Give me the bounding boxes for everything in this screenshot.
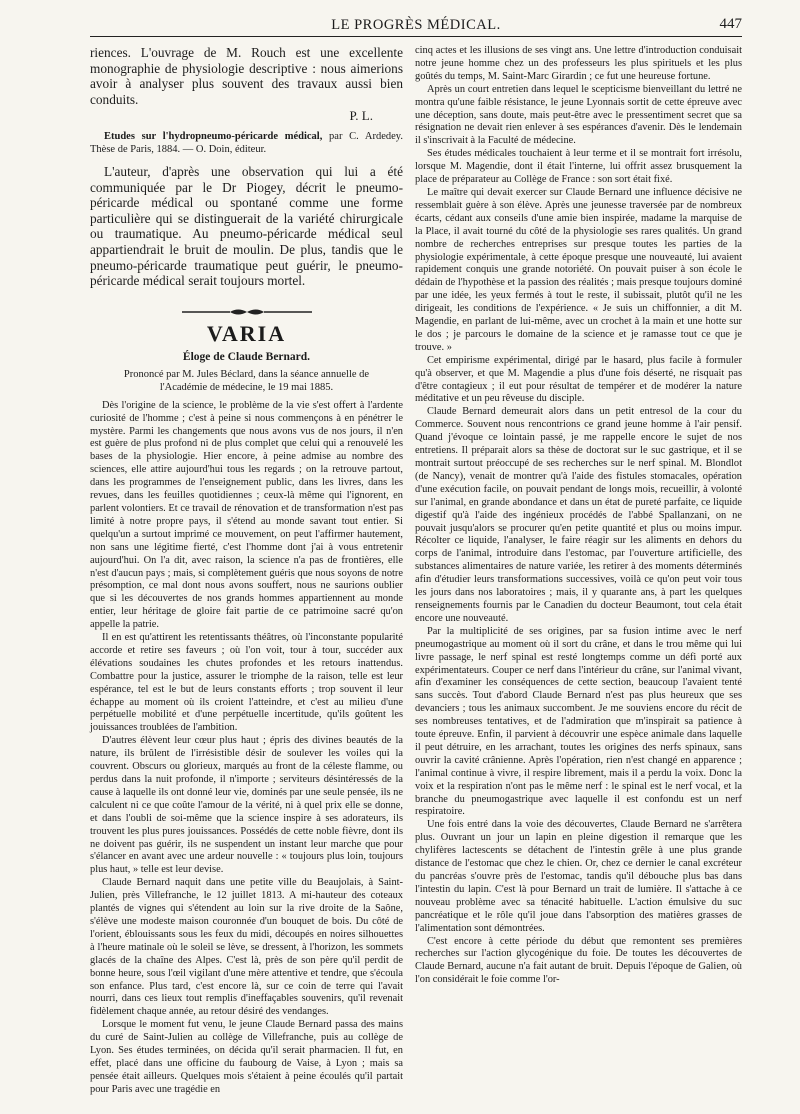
left-column (90, 45, 403, 1097)
intro-paragraph: riences. L'ouvrage de M. Rouch est une excellente monographie de physiologie descriptive : nous aimerions avoir à analyser plus souvent des travaux aussi bien conduits. (90, 45, 403, 107)
text-columns (90, 45, 742, 1097)
body-paragraph: C'est encore à cette période du début que remontent ses premières recherches sur l'action glycogénique du foie. De toutes les découvertes de Claude Bernard, aucune n'a fait autant de bruit. Depuis l'époque de Galien, où l'on considérait le foie comme l'or- (415, 935, 742, 986)
review-details: par C. Ardedey. Thèse de Paris, 1884. — O. Doin, éditeur. (90, 130, 403, 155)
intro-signature: P. L. (349, 108, 373, 124)
running-head: LE PROGRÈS MÉDICAL. (331, 17, 501, 33)
body-paragraph: Il en est qu'attirent les retentissants théâtres, où l'inconstante popularité accorde et retire ses faveurs ; où l'on voit, tour à tour, succéder aux élévations soudaines les chutes profondes et les retours inattendus. Combattre pour la justice, assurer le triomphe de la raison, telle est leur espérance, tel est le but de leurs constants efforts ; trop souvent il leur échappe au moment où ils croient l'atteindre, et c'est au milieu d'une perpétuelle mobilité et d'une perpétuelle incertitude, qu'ils goûtent les jouissances troublées de l'ambition. (90, 632, 403, 734)
body-paragraph: Cet empirisme expérimental, dirigé par le hasard, plus facile à formuler qu'à observer, et que M. Magendie a plus d'une fois déserté, ne risquait pas d'être contagieux ; il eut pour résultat de tempérer et de modérer la nature méditative et un peu rêveuse du disciple. (415, 354, 742, 405)
review-paragraph: L'auteur, d'après une observation qui lui a été communiquée par le Dr Piogey, décrit le pneumo-péricarde médical ou spontané comme une forme particulière qui se distinguerait de la variété chirurgicale ou traumatique. Au pneumo-péricarde médical seul appartiendrait le bruit de moulin. De plus, tandis que le pneumo-péricarde traumatique peut guérir, le pneumo-péricarde médical serait toujours mortel. (90, 163, 403, 289)
body-paragraph: Claude Bernard naquit dans une petite ville du Beaujolais, à Saint-Julien, près Villefranche, le 12 juillet 1813. A mi-hauteur des coteaux plantés de vignes qui s'étendent au loin sur la rive droite de la Saône, s'élève une modeste maison couronnée d'un bouquet de bois. Du côté de l'orient, éblouissants sous les feux du midi, découpés en noires silhouettes à l'heure matinale où le soleil se lève, se dressent, à l'horizon, les sommets glacés de la chaîne des Alpes. C'est là, près de son père qu'il perdit de bonne heure, sous l'œil vigilant d'une mère attentive et tendre, que s'écoula son enfance. Plus tard, c'est encore là, sur ce coin de terre qui l'avait nourri, dans ces lieux tout remplis d'ineffaçables souvenirs, qu'il revenait fidèlement chaque année, au retour désiré des vendanges. (90, 877, 403, 1018)
review-entry (90, 130, 403, 156)
body-paragraph: D'autres élèvent leur cœur plus haut ; épris des divines beautés de la nature, ils brûlent de l'irrésistible désir de soulever les voiles qui la couvrent. Obscurs ou glorieux, marqués au front de la céleste flamme, ou perdus dans la nuit profonde, il n'importe ; serviteurs désintéressés de la cause à laquelle ils ont donné leur vie, dominés par une seule pensée, ils ne calculent ni ce que coûte l'amour de la vérité, ni à quel prix elle se donne, et dans l'oubli de soi-même que la science inspire à ses adorateurs, ils trouvent les plus pures jouissances. Possédés de cette noble fièvre, dont ils ne doivent pas guérir, ils ne suspendent un instant leur marche que pour s'élancer en avant avec une ardeur nouvelle : « toujours plus loin, toujours plus haut, » telle est leur devise. (90, 735, 403, 876)
page-header (90, 14, 742, 37)
body-paragraph: Lorsque le moment fut venu, le jeune Claude Bernard passa des mains du curé de Saint-Julien au collège de Villefranche, puis au collège de Lyon. Ses études terminées, on décida qu'il serait pharmacien. Il fut, en effet, placé dans une officine du faubourg de Vaise, à Lyon ; mais sa pensée était ailleurs. Quelques mois s'étaient à peine écoulés qu'il partait pour Paris avec une tragédie en (90, 1019, 403, 1095)
body-paragraph: Après un court entretien dans lequel le scepticisme bienveillant du lettré ne montra qu'une faible résistance, le jeune Lyonnais sortit de cette épreuve avec une déception, sans doute, mais peut-être avec le pressentiment secret que sa résignation ne devait rien enlever à ses espérances d'avenir. Dès le lendemain il s'inscrivait à la Faculté de médecine. (415, 83, 742, 147)
page-number: 447 (719, 16, 742, 32)
ornament-divider (90, 307, 403, 317)
section-title: VARIA (206, 320, 287, 346)
right-column (415, 45, 742, 1097)
body-paragraph: Dès l'origine de la science, le problème de la vie s'est offert à l'ardente curiosité de l'homme ; c'est à peine si nous commençons à en pénétrer le mystère. Parmi les changements que nous avons vus de nos jours, il n'en est guère de plus profond ni de plus complet que celui qui a renouvelé les bases de la physiologie. Hier encore, à peine admise au nombre des sciences, elle attire aujourd'hui tous les regards ; on la retrouve partout, dans les programmes de l'enseignement public, dans les livres, dans les revues, dans les feuilles quotidiennes ; ceux-là même qui l'ignorent, en parlent volontiers. Et ce travail de rénovation et de transformation n'est pas limité à notre propre pays, il s'étend au monde savant tout entier. Si quelqu'un a surtout imprimé ce mouvement, on peut l'affirmer hautement, non sans une légitime fierté, c'est l'homme dont j'ai à vous entretenir aujourd'hui. On l'a dit, avec raison, la science n'a pas de frontières, elle n'est d'aucun pays ; mais, si complètement guéris que nous soyons de notre présomption, ce mal dont nous avons souffert, nous ne saurions oublier que si les découvertes de nos grands hommes appartiennent au monde entier, leur héritage de gloire fait partie de ce patrimoine sacré qu'on appelle la patrie. (90, 399, 403, 631)
article-byline: Prononcé par M. Jules Béclard, dans la séance annuelle de l'Académie de médecine, le 19 mai 1885. (123, 368, 370, 393)
body-paragraph: cinq actes et les illusions de ses vingt ans. Une lettre d'introduction conduisait notre jeune homme chez un des professeurs les plus spirituels et les plus goûtés du temps, M. Saint-Marc Girardin ; ce fut une heureuse fortune. (415, 45, 742, 82)
body-paragraph: Claude Bernard demeurait alors dans un petit entresol de la cour du Commerce. Souvent nous rencontrions ce grand jeune homme à l'air pensif. Quand j'évoque ce lointain passé, je me rappelle encore le sujet de nos entretiens. Il préparait alors sa thèse de doctorat sur le suc gastrique, et il se montrait surtout préoccupé de ses recherches sur le nerf spinal. M. Blondlot (de Nancy), venait de montrer qu'à l'aide des fistules stomacales, opération d'une exécution facile, on pouvait pendant de longs mois, recueillir, à volonté sur l'animal, en grande abondance et dans un état de pureté parfaite, ce liquide digestif qu'à l'aide des ingénieux procédés de l'abbé Spallanzani, on ne pouvait jusqu'alors se procurer qu'en petite quantité et plus ou moins impur. Récolter ce liquide, l'analyser, le faire réagir sur les aliments en dehors du corps de l'animal, introduire dans l'estomac, par l'ouverture artificielle, des substances alimentaires de nature variée, les retirer à des moments déterminés afin d'étudier leurs transformations successives, voilà ce qu'on peut voir tous les jours dans nos laboratoires ; mais, il y quarante ans, à part les quelques renseignements fournis par le Canadien du docteur Beaumont, tout cela était encore une nouveauté. (415, 406, 742, 624)
body-paragraph: Ses études médicales touchaient à leur terme et il se montrait fort irrésolu, lorsque M. Magendie, dont il était l'interne, lui offrit assez brusquement la place de préparateur au Collège de France : son sort était fixé. (415, 148, 742, 186)
body-paragraph: Une fois entré dans la voie des découvertes, Claude Bernard ne s'arrêtera plus. Ouvrant un jour un lapin en pleine digestion il remarque que les chylifères lactescents se détachent de l'intestin grêle à une plus grande distance de l'estomac que chez le chien. Or, chez ce dernier le canal excréteur du pancréas s'ouvre près de l'estomac, tandis qu'il débouche plus bas dans l'intestin du lapin. C'est là pour Bernard un trait de lumière. Il s'attache à ce nouveau problème avec sa ténacité habituelle. L'action émulsive du suc pancréatique et le rôle qu'il joue dans l'absorption des matières grasses de l'alimentation sont démontrées. (415, 819, 742, 934)
article-title: Éloge de Claude Bernard. (182, 350, 311, 363)
body-paragraph: Le maître qui devait exercer sur Claude Bernard une influence décisive ne ressemblait guère à son élève. Après une jeunesse traversée par de nombreux écarts, cédant aux conseils d'une amie bien inspirée, madame la marquise de la Place, il avait tourné du côté de la physiologie ses rares qualités. Un grand nombre de recherches entreprises sur presque toutes les parties de la physiologie expérimentale, à cette époque presque une nouveauté, lui avaient rapidement conquis une grande notoriété. On pouvait puiser à son école le dédain de l'hypothèse et la passion des réalités ; mais presque toujours dominé par une idée, les yeux fermés à tout le reste, il subissait, plutôt qu'il ne les dirigeait, les conditions de l'expérience. « Je suis un chiffonnier, a dit M. Magendie, en parlant de lui-même, avec un crochet à la main et une hotte sur le dos ; je parcours le domaine de la science et je ramasse tout ce que je trouve. » (415, 186, 742, 353)
ornament-rule-icon (182, 307, 312, 317)
body-paragraph: Par la multiplicité de ses origines, par sa fusion intime avec le nerf pneumogastrique au moment où il sort du crâne, et dans le trou même qui lui livre passage, le nerf spinal est resté longtemps comme un défi porté aux expérimentateurs. Couper ce nerf dans l'intérieur du crâne, sur l'animal vivant, afin d'examiner les conséquences de cette section, beaucoup l'avaient tenté sans succès. Tout d'abord Claude Bernard n'est pas plus heureux que ses devanciers ; tous les animaux succombent. Je me souviens encore du récit de ses nombreuses tentatives, et de l'admiration que m'inspirait sa patience à toute épreuve. Enfin, il parvient à découvrir une espèce animale dans laquelle il peut détruire, en les arrachant, toutes les origines des nerfs spinaux, sans ouvrir la cavité crânienne. Après l'opération, rien n'est changé en apparence ; l'animal continue à vivre, il respire librement, mais il a perdu la voix. Donc la voix et la respiration n'ont pas le même nerf : le spinal est le nerf vocal, et la branche du pneumogastrique avec laquelle il est confondu est un nerf respiratoire. (415, 625, 742, 818)
review-title: Etudes sur l'hydropneumo-péricarde médical, (104, 130, 323, 142)
